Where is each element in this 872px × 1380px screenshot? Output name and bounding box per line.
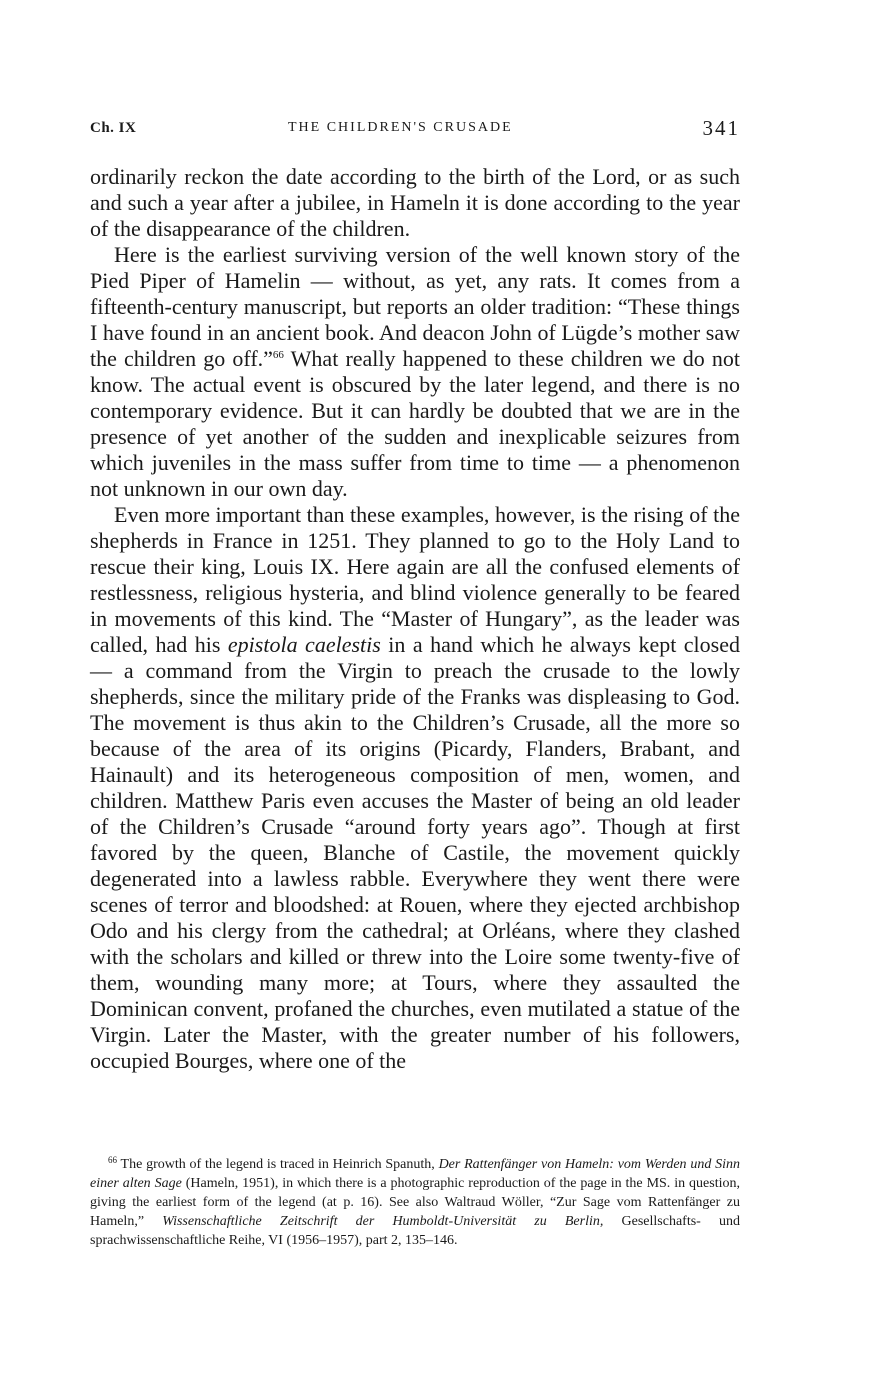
paragraph-2 [90, 242, 740, 502]
paragraph-3 [90, 502, 740, 1074]
footnotes [90, 1155, 740, 1250]
footnote-text-2: (Hameln, 1951), in which there is a photographic reproduction of the page in the MS. in question, giving the earliest form of the legend (at p. 16). See also Waltraud Wöller, “Zur Sage vom Rattenfänger zu Hameln,” [90, 1176, 740, 1229]
footnote-text-1: The growth of the legend is traced in Heinrich Spanuth, [120, 1157, 439, 1172]
chapter-label: Ch. IX [90, 120, 137, 136]
page-number: 341 [702, 116, 740, 140]
paragraph-2-text-a: Here is the earliest surviving version of the well known story of the Pied Piper of Hamelin — without, as yet, any rats. It comes from a fifteenth-century manuscript, but reports an older tradition: “These things I have found in an ancient book. And deacon John of Lügde’s mother saw the children go off.” [90, 242, 740, 371]
footnote-66 [90, 1155, 740, 1250]
footnote-italic-1: Der Rattenfänger von Hameln: vom Werden und Sinn einer alten Sage [90, 1157, 740, 1191]
footnote-number: 66 [108, 1155, 117, 1165]
running-header [90, 118, 740, 142]
footnote-reference: 66 [272, 349, 284, 361]
paragraph-3-text-a: Even more important than these examples, however, is the rising of the shepherds in France in 1251. They planned to go to the Holy Land to rescue their king, Louis IX. Here again are all the confused elements of restlessness, religious hysteria, and blind violence generally to be feared in movements of this kind. The “Master of Hungary”, as the leader was called, had his [90, 502, 740, 657]
body-text [90, 164, 740, 1074]
running-title: THE CHILDREN'S CRUSADE [288, 120, 513, 135]
paragraph-3-text-b: in a hand which he always kept closed — a command from the Virgin to preach the crusade to the lowly shepherds, since the military pride of the Franks was displeasing to God. The movement is thus akin to the Children’s Crusade, all the more so because of the area of its origins (Picardy, Flanders, Brabant, and Hainault) and its heterogeneous composition of men, women, and children. Matthew Paris even accuses the Master of being an old leader of the Children’s Crusade “around forty years ago”. Though at first favored by the queen, Blanche of Castile, the movement quickly degenerated into a lawless rabble. Everywhere they went there were scenes of terror and bloodshed: at Rouen, where they ejected archbishop Odo and his clergy from the cathedral; at Orléans, where they clashed with the scholars and killed or threw into the Loire some twenty-five of them, wounding many more; at Tours, where they assaulted the Dominican convent, profaned the churches, even mutilated a statue of the Virgin. Later the Master, with the greater number of his followers, occupied Bourges, where one of the [90, 632, 740, 1073]
footnote-italic-2: Wissenschaftliche Zeitschrift der Humboldt-Universität zu Berlin, [162, 1214, 604, 1229]
paragraph-3-italic-term: epistola caelestis [227, 632, 381, 657]
footnote-text-3: Gesellschafts- und sprachwissenschaftliche Reihe, VI (1956–1957), part 2, 135–146. [90, 1214, 741, 1248]
paragraph-1 [90, 164, 740, 242]
paragraph-2-text-b: What really happened to these children we do not know. The actual event is obscured by the later legend, and there is no contemporary evidence. But it can hardly be doubted that we are in the presence of yet another of the sudden and inexplicable seizures from which juveniles in the mass suffer from time to time — a phenomenon not unknown in our own day. [90, 346, 741, 501]
paragraph-1-text: ordinarily reckon the date according to the birth of the Lord, or as such and such a year after a jubilee, in Hameln it is done according to the year of the disappearance of the children. [90, 164, 740, 241]
